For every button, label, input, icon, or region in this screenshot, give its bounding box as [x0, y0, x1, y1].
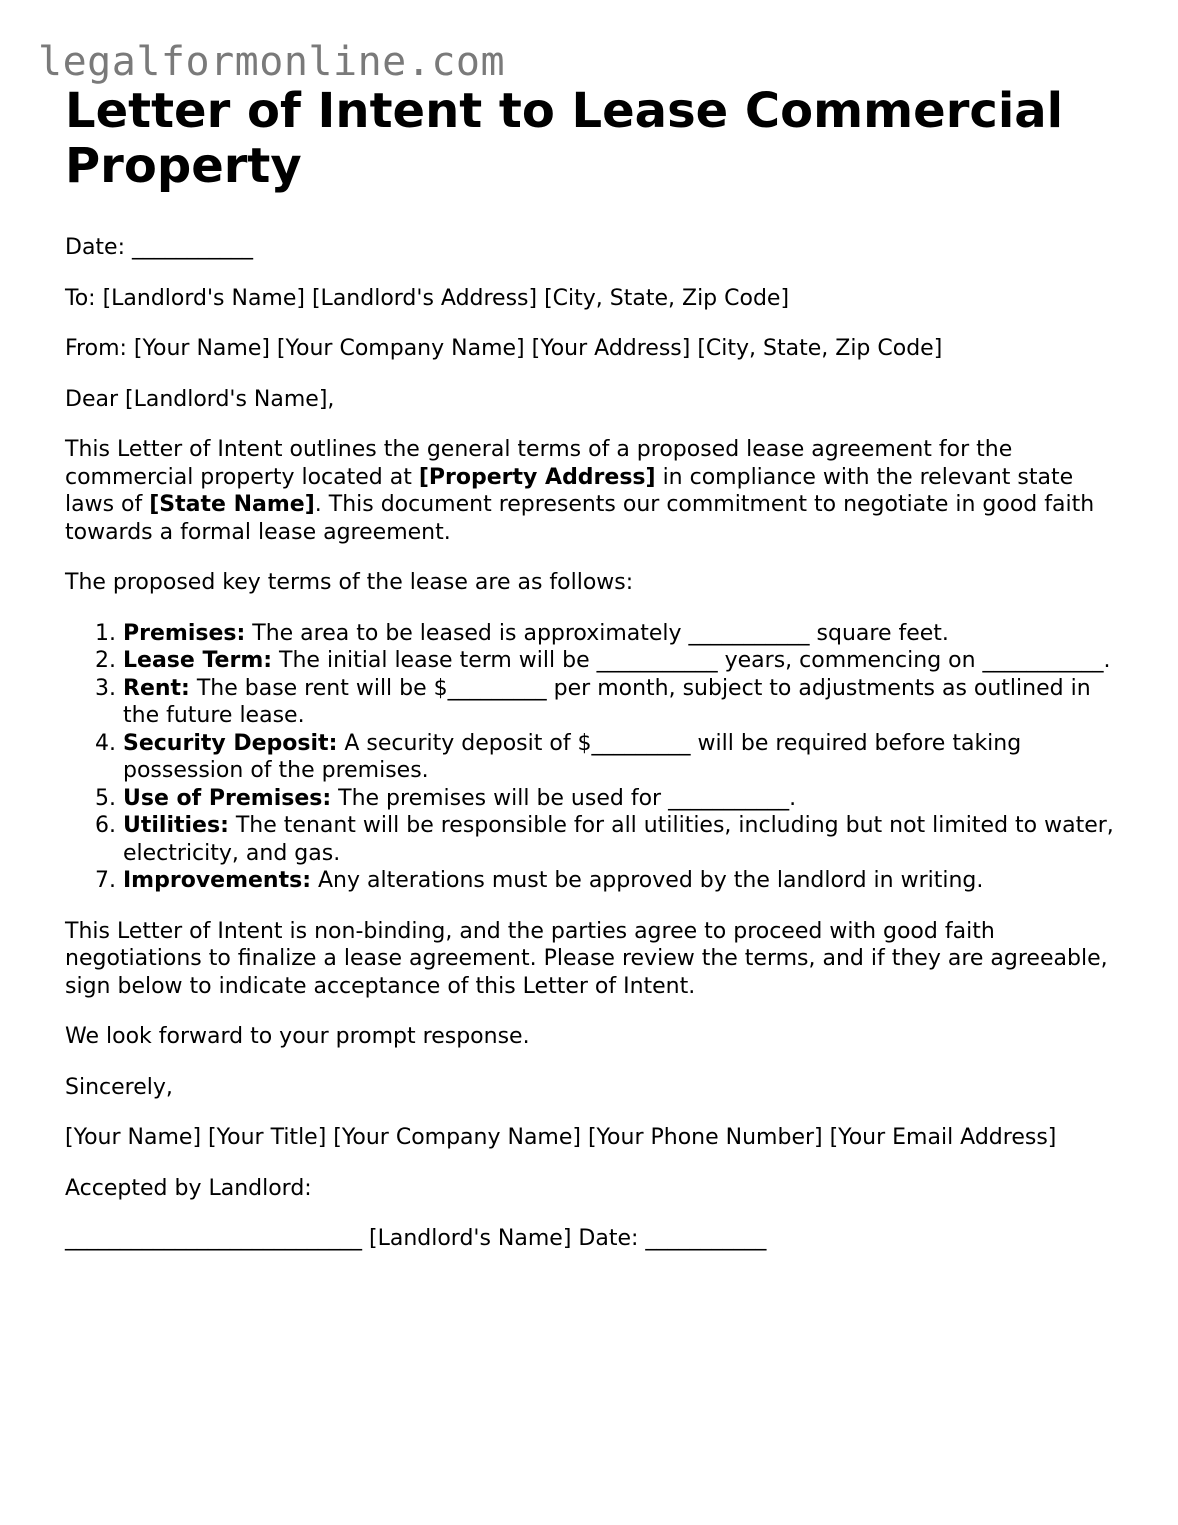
- term-text: Any alterations must be approved by the landlord in writing.: [311, 868, 984, 893]
- landlord-signature-line: ___________________________ [Landlord's Name] Date: ___________: [65, 1226, 767, 1251]
- term-text: The initial lease term will be ___________ years, commencing on ___________.: [272, 648, 1111, 673]
- term-item-rent: [123, 675, 1125, 730]
- term-text: The premises will be used for ___________.: [331, 785, 797, 811]
- term-item-security-deposit: [123, 730, 1125, 785]
- term-label: Utilities:: [123, 813, 229, 838]
- terms-intro: The proposed key terms of the lease are as follows:: [65, 570, 634, 595]
- term-label: Rent:: [123, 675, 190, 701]
- date-line: Date: ___________: [65, 235, 253, 260]
- site-watermark: legalformonline.com: [38, 39, 506, 85]
- term-item-utilities: [123, 812, 1125, 867]
- property-address-placeholder: [Property Address]: [418, 464, 656, 490]
- term-label: Improvements:: [123, 868, 311, 893]
- sender-line: From: [Your Name] [Your Company Name] [Your Address] [City, State, Zip Code]: [65, 336, 943, 361]
- closing-line: We look forward to your prompt response.: [65, 1024, 530, 1049]
- document-title: Letter of Intent to Lease Commercial Property: [65, 83, 1064, 194]
- intro-text-2: in compliance with the relevant state laws of: [65, 464, 1074, 517]
- term-text: A security deposit of $_________ will be required before taking possession of the premises.: [123, 730, 1022, 783]
- term-item-improvements: [123, 867, 1125, 895]
- term-label: Lease Term:: [123, 648, 273, 673]
- term-text: The base rent will be $_________ per month, subject to adjustments as outlined in the future lease.: [123, 675, 1091, 728]
- intro-text-3: . This document represents our commitment to negotiate in good faith towards a formal lease agreement.: [65, 492, 1095, 545]
- document-page: [65, 84, 1125, 1253]
- term-text: The tenant will be responsible for all utilities, including but not limited to water, electricity, and gas.: [123, 813, 1114, 866]
- term-item-use-of-premises: [123, 785, 1125, 813]
- term-label: Security Deposit:: [123, 730, 338, 756]
- salutation: Dear [Landlord's Name],: [65, 386, 335, 412]
- term-item-lease-term: [123, 647, 1125, 675]
- terms-list: [65, 620, 1125, 895]
- accepted-label: Accepted by Landlord:: [65, 1175, 312, 1201]
- signoff: Sincerely,: [65, 1074, 173, 1100]
- letter-body: [65, 234, 1125, 1253]
- term-label: Premises:: [123, 620, 246, 646]
- term-item-premises: [123, 620, 1125, 648]
- intro-paragraph: [65, 436, 1125, 546]
- intro-text-1: This Letter of Intent outlines the general terms of a proposed lease agreement for the commercial property located at: [65, 437, 1013, 490]
- state-name-placeholder: [State Name]: [149, 492, 315, 517]
- nonbinding-paragraph: This Letter of Intent is non-binding, and the parties agree to proceed with good faith negotiations to finalize a lease agreement. Please review the terms, and if they are agreeable, sign below to indicate acceptance of this Letter of Intent.: [65, 918, 1108, 999]
- recipient-line: To: [Landlord's Name] [Landlord's Address] [City, State, Zip Code]: [65, 285, 790, 311]
- signature-block: [Your Name] [Your Title] [Your Company Name] [Your Phone Number] [Your Email Address]: [65, 1125, 1057, 1150]
- term-text: The area to be leased is approximately ___________ square feet.: [245, 620, 949, 646]
- term-label: Use of Premises:: [123, 785, 332, 811]
